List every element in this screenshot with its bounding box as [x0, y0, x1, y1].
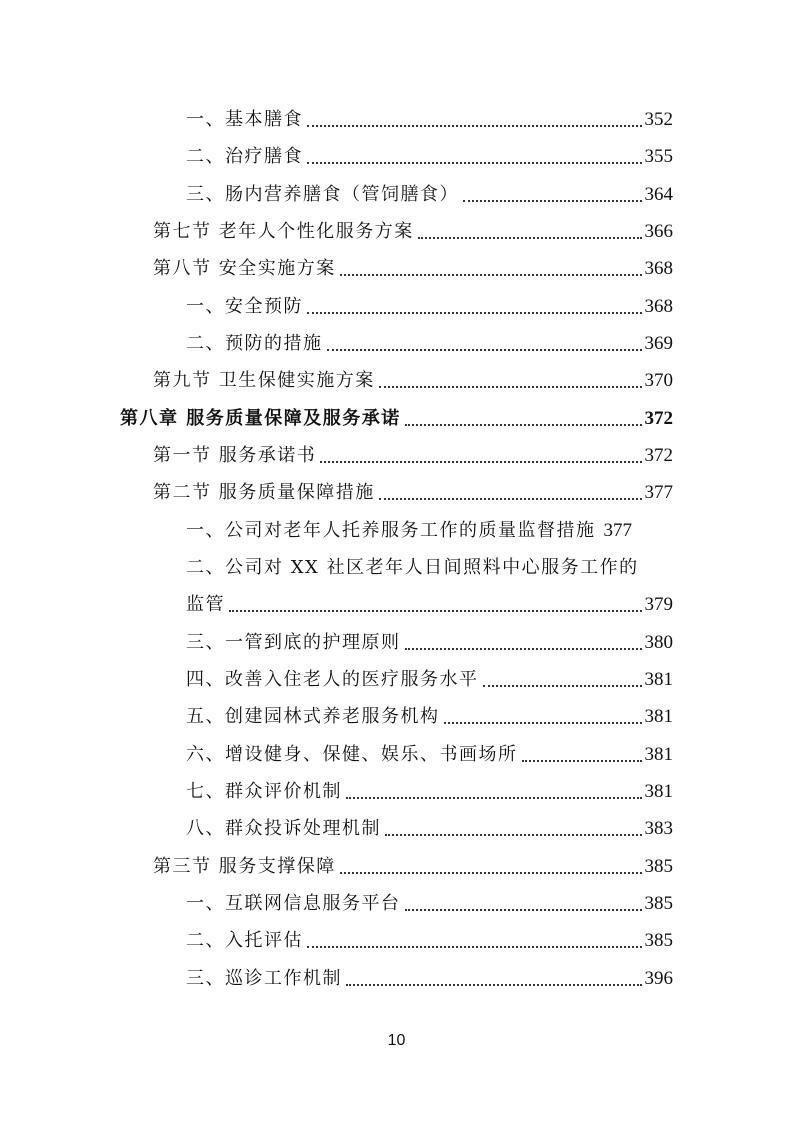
toc-entry-title: 一、公司对老年人托养服务工作的质量监督措施 [186, 520, 596, 541]
toc-entry[interactable] [153, 217, 673, 243]
toc-entry-title: 四、改善入住老人的医疗服务水平 [186, 669, 479, 690]
toc-entry[interactable] [153, 366, 673, 392]
toc-page-number: 366 [644, 221, 673, 242]
toc-leader-dots [320, 449, 641, 463]
toc-leader-dots [307, 113, 642, 127]
toc-page-number: 369 [644, 333, 673, 354]
toc-entry-title: 二、入托评估 [186, 930, 303, 951]
toc-entry-title: 五、创建园林式养老服务机构 [186, 706, 440, 727]
toc-leader-dots [307, 300, 642, 314]
toc-page-number: 370 [644, 370, 673, 391]
toc-page-number: 377 [603, 520, 632, 541]
toc-leader-dots [444, 710, 642, 724]
toc-page-number: 355 [644, 146, 673, 167]
toc-leader-dots [307, 934, 642, 948]
toc-entry[interactable] [186, 329, 673, 355]
toc-entry[interactable] [153, 254, 673, 280]
toc-leader-dots [346, 972, 642, 986]
toc-entry[interactable] [186, 964, 673, 990]
toc-page-number: 380 [644, 632, 673, 653]
toc-page-number: 385 [644, 856, 673, 877]
toc-page-number: 385 [644, 930, 673, 951]
toc-entry[interactable] [186, 628, 673, 654]
toc-page-number: 385 [644, 893, 673, 914]
toc-leader-dots [379, 486, 642, 500]
toc-entry[interactable] [186, 105, 673, 131]
toc-entry-title: 一、互联网信息服务平台 [186, 893, 401, 914]
toc-entry[interactable] [153, 852, 673, 878]
toc-entry[interactable] [186, 516, 673, 542]
toc-entry-title: 第七节 老年人个性化服务方案 [153, 221, 414, 242]
toc-leader-dots [405, 897, 642, 911]
toc-leader-dots [463, 188, 642, 202]
toc-entry[interactable] [186, 142, 673, 168]
toc-entry-continuation[interactable] [186, 590, 673, 616]
toc-entry[interactable] [186, 292, 673, 318]
toc-entry-title: 三、肠内营养膳食（管饲膳食） [186, 184, 459, 205]
toc-leader-dots [385, 822, 642, 836]
toc-entry-title: 第八章 服务质量保障及服务承诺 [120, 408, 401, 429]
toc-entry[interactable] [186, 740, 673, 766]
toc-leader-dots [346, 785, 642, 799]
toc-entry-title: 第三节 服务支撑保障 [153, 856, 336, 877]
toc-page-number: 364 [644, 184, 673, 205]
toc-page-number: 383 [644, 818, 673, 839]
toc-entry-title: 第九节 卫生保健实施方案 [153, 370, 375, 391]
toc-leader-dots [418, 225, 642, 239]
toc-page-number: 377 [644, 482, 673, 503]
toc-entry-title: 八、群众投诉处理机制 [186, 818, 381, 839]
toc-page-number: 381 [644, 744, 673, 765]
toc-page-number: 368 [644, 296, 673, 317]
toc-leader-dots [229, 598, 642, 612]
toc-entry[interactable] [186, 553, 673, 579]
toc-leader-dots [340, 262, 642, 276]
toc-page-number: 381 [644, 706, 673, 727]
toc-page-number: 352 [644, 109, 673, 130]
toc-entry-title: 第二节 服务质量保障措施 [153, 482, 375, 503]
toc-leader-dots [405, 412, 642, 426]
toc-entry-title: 二、公司对 XX 社区老年人日间照料中心服务工作的 [186, 557, 639, 578]
toc-entry[interactable] [186, 814, 673, 840]
toc-entry-title: 一、安全预防 [186, 296, 303, 317]
toc-page-number: 372 [644, 408, 673, 429]
toc-entry-title: 第一节 服务承诺书 [153, 445, 317, 466]
toc-entry[interactable] [186, 702, 673, 728]
toc-leader-dots [379, 374, 642, 388]
toc-page-number: 368 [644, 258, 673, 279]
toc-page-number: 396 [644, 968, 673, 989]
toc-entry[interactable] [186, 926, 673, 952]
toc-page-number: 381 [644, 669, 673, 690]
toc-leader-dots [327, 337, 642, 351]
toc-entry-title: 二、治疗膳食 [186, 146, 303, 167]
toc-entry-title: 第八节 安全实施方案 [153, 258, 336, 279]
toc-entry[interactable] [153, 478, 673, 504]
toc-page-number: 379 [644, 594, 673, 615]
toc-page-number: 372 [644, 445, 673, 466]
toc-entry[interactable] [186, 180, 673, 206]
toc-leader-dots [307, 150, 642, 164]
toc-entry[interactable] [186, 777, 673, 803]
toc-entry-title: 二、预防的措施 [186, 333, 323, 354]
toc-entry-title: 一、基本膳食 [186, 109, 303, 130]
toc-entry-title: 三、一管到底的护理原则 [186, 632, 401, 653]
toc-entry-title: 七、群众评价机制 [186, 781, 342, 802]
toc-entry[interactable] [186, 889, 673, 915]
toc-leader-dots [405, 636, 642, 650]
toc-entry-title: 监管 [186, 594, 225, 615]
toc-leader-dots [522, 748, 642, 762]
toc-page-number: 381 [644, 781, 673, 802]
toc-entry-title: 六、增设健身、保健、娱乐、书画场所 [186, 744, 518, 765]
toc-leader-dots [483, 673, 642, 687]
toc-entry-title: 三、巡诊工作机制 [186, 968, 342, 989]
toc-entry[interactable] [186, 665, 673, 691]
toc-chapter-entry[interactable] [120, 404, 673, 430]
toc-entry[interactable] [153, 441, 673, 467]
page-footer-number: 10 [387, 1032, 406, 1049]
toc-leader-dots [340, 860, 642, 874]
